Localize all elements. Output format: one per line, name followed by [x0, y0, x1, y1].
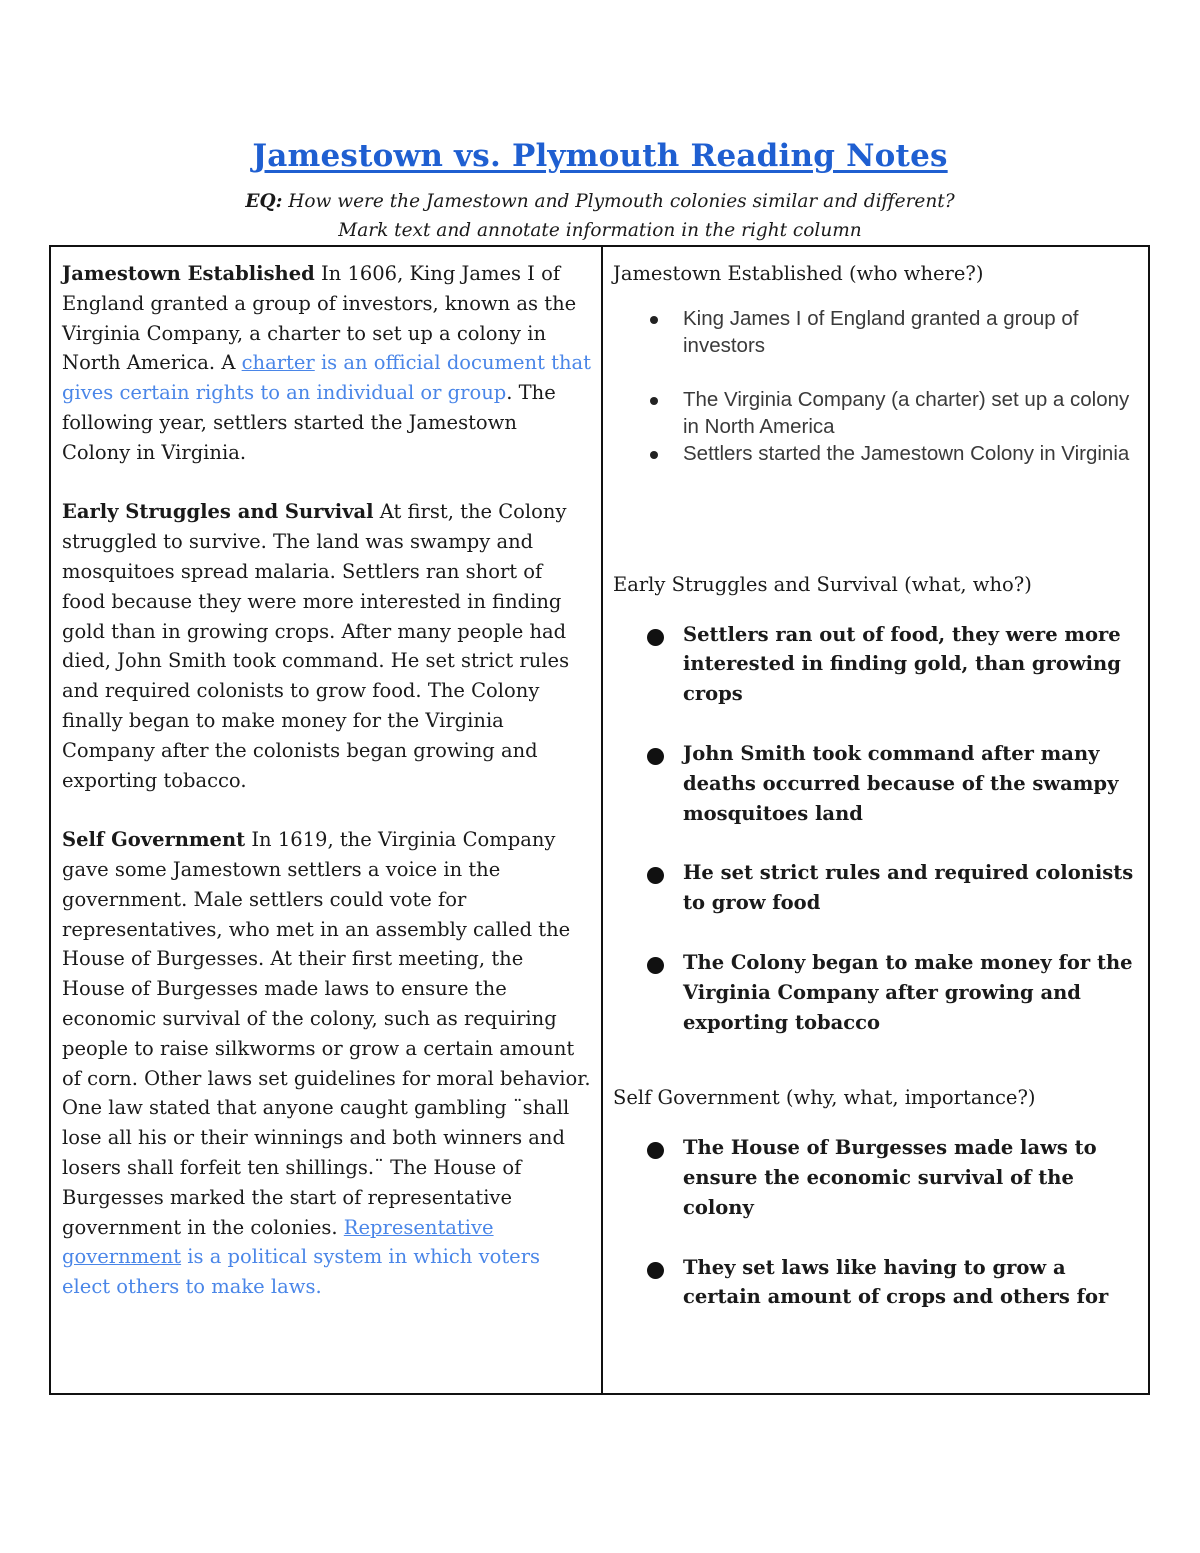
- list-item: The Colony began to make money for the Virginia Company after growing and exporting tobacco: [683, 948, 1138, 1037]
- eq-text: How were the Jamestown and Plymouth colonies similar and different?: [282, 191, 955, 212]
- notes-self-government-heading: Self Government (why, what, importance?): [613, 1086, 1036, 1110]
- list-item: The Virginia Company (a charter) set up a colony in North America: [683, 386, 1138, 440]
- list-item: Settlers started the Jamestown Colony in Virginia: [683, 440, 1138, 467]
- instruction-line: Mark text and annotate information in the right column: [338, 220, 862, 241]
- bullet-icon: [647, 748, 664, 765]
- list-item: He set strict rules and required colonists to grow food: [683, 858, 1138, 918]
- notes-established-list: [613, 305, 1138, 467]
- notes-struggles-heading: Early Struggles and Survival (what, who?): [613, 572, 1032, 596]
- struggles-paragraph: [62, 497, 591, 795]
- charter-definition-text: is an official document that gives certain rights to an individual or group: [62, 351, 592, 405]
- established-text-end: . The following year, settlers started the Jamestown Colony in Virginia.: [62, 381, 556, 464]
- notes-column: [602, 246, 1149, 1394]
- notes-self-government-list: [613, 1133, 1138, 1312]
- page-title: Jamestown vs. Plymouth Reading Notes: [252, 138, 948, 174]
- self-government-text: In 1619, the Virginia Company gave some Jamestown settlers a voice in the government. Male settlers could vote for representatives, who met in an assembly called the House of Burgesses. At their first meeting, the House of Burgesses made laws to ensure the economic survival of the colony, such as requiring people to raise silkworms or grow a certain amount of corn. Other laws set guidelines for moral behavior. One law stated that anyone caught gambling ¨shall lose all his or their winnings and both winners and losers shall forfeit ten shillings.¨ The House of Burgesses marked the start of representative government in the colonies.: [62, 828, 591, 1239]
- struggles-heading: Early Struggles and Survival: [62, 500, 374, 524]
- bullet-icon: [647, 1262, 664, 1279]
- struggles-text: At first, the Colony struggled to survive. The land was swampy and mosquitoes spread malaria. Settlers ran short of food because they were more interested in finding gold than in growing crops. After many people had died, John Smith took command. He set strict rules and required colonists to grow food. The Colony finally began to make money for the Virginia Company after the colonists began growing and exporting tobacco.: [62, 500, 570, 792]
- established-paragraph: [62, 259, 591, 468]
- bullet-icon: [647, 867, 664, 884]
- list-item: The House of Burgesses made laws to ensure the economic survival of the colony: [683, 1133, 1138, 1222]
- bullet-icon: [650, 397, 658, 405]
- notes-established-heading: Jamestown Established (who where?): [613, 262, 984, 285]
- bullet-icon: [650, 316, 658, 324]
- charter-term-link[interactable]: charter: [241, 351, 315, 375]
- established-heading: Jamestown Established: [62, 262, 315, 285]
- representative-definition-text: is a political system in which voters elect others to make laws.: [62, 1245, 541, 1299]
- bullet-icon: [650, 451, 658, 459]
- list-item: John Smith took command after many deaths occurred because of the swampy mosquitoes land: [683, 739, 1138, 828]
- self-government-heading: Self Government: [62, 828, 246, 852]
- reading-column: [50, 246, 602, 1394]
- notes-table: [49, 245, 1150, 1395]
- notes-struggles-list: [613, 620, 1138, 1038]
- bullet-icon: [647, 957, 664, 974]
- eq-line: [0, 187, 1200, 216]
- eq-label: EQ:: [245, 191, 283, 212]
- list-item: They set laws like having to grow a certain amount of crops and others for: [683, 1253, 1138, 1313]
- essential-question: [0, 187, 1200, 245]
- bullet-icon: [647, 1142, 664, 1159]
- established-text: In 1606, King James I of England granted a group of investors, known as the Virginia Company, a charter to set up a colony in North America. A: [62, 262, 577, 375]
- list-item: Settlers ran out of food, they were more interested in finding gold, than growing crops: [683, 620, 1138, 709]
- bullet-icon: [647, 629, 664, 646]
- list-item: King James I of England granted a group of investors: [683, 305, 1138, 359]
- self-government-paragraph: [62, 825, 591, 1302]
- representative-term-link[interactable]: Representative government: [62, 1215, 494, 1269]
